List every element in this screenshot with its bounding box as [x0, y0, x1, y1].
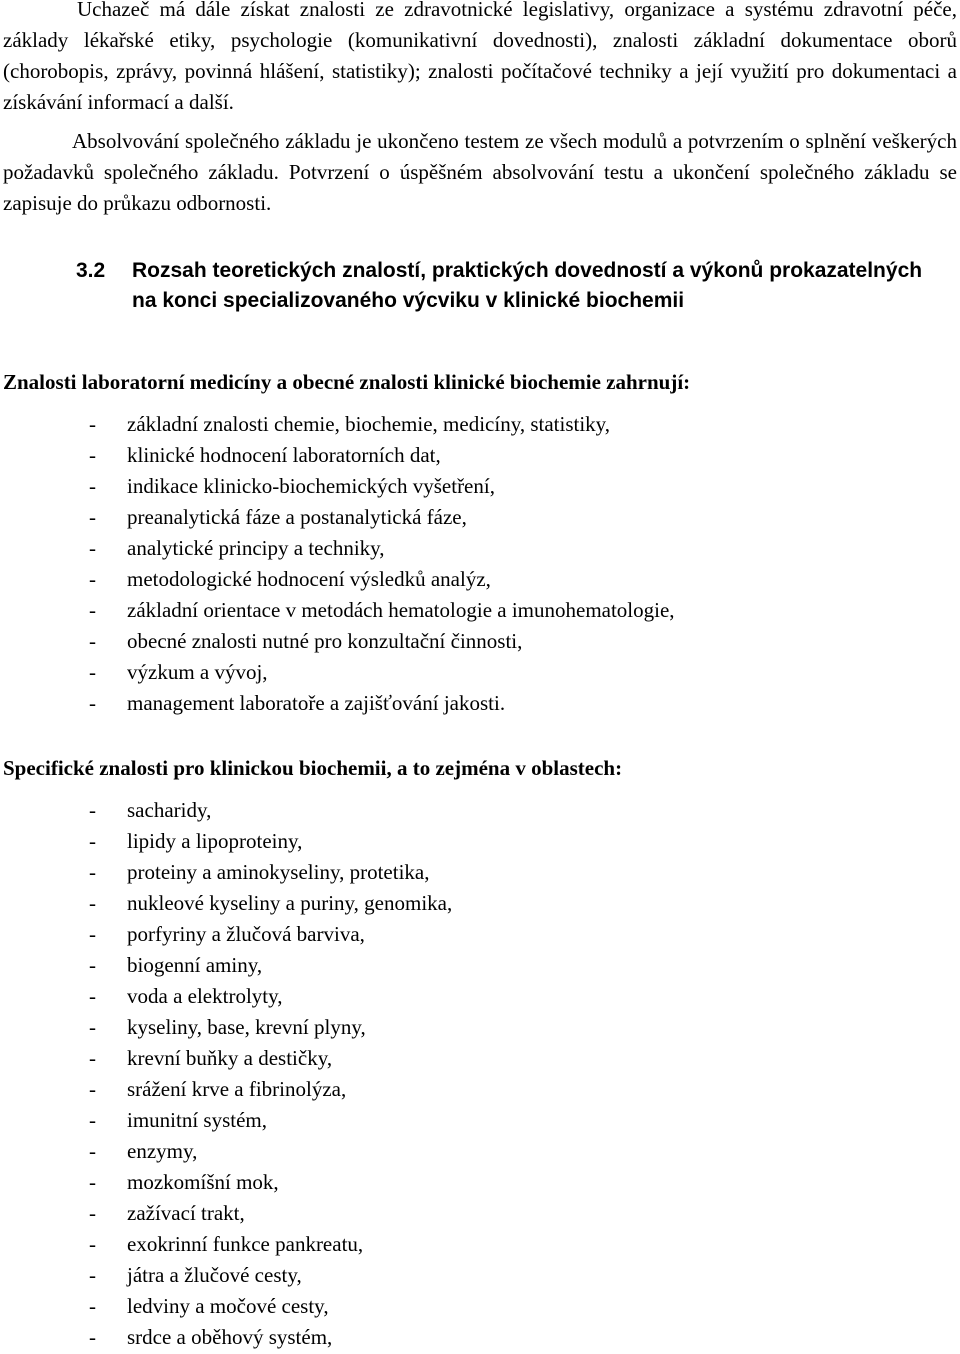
- dash-bullet: -: [89, 860, 96, 884]
- dash-bullet: -: [89, 1201, 96, 1225]
- dash-bullet: -: [89, 691, 96, 715]
- list-item-text: kyseliny, base, krevní plyny,: [127, 1015, 366, 1039]
- list-item-text: imunitní systém,: [127, 1108, 268, 1132]
- dash-bullet: -: [89, 1170, 96, 1194]
- list-item-text: mozkomíšní mok,: [127, 1170, 279, 1194]
- list-item-text: ledviny a močové cesty,: [127, 1294, 329, 1318]
- intro-paragraph: [3, 0, 957, 118]
- list-item-text: exokrinní funkce pankreatu,: [127, 1232, 364, 1256]
- dash-bullet: -: [89, 984, 96, 1008]
- dash-bullet: -: [89, 829, 96, 853]
- dash-bullet: -: [89, 953, 96, 977]
- dash-bullet: -: [89, 798, 96, 822]
- list-item-text: porfyriny a žlučová barviva,: [127, 922, 365, 946]
- dash-bullet: -: [89, 660, 96, 684]
- list-item-text: analytické principy a techniky,: [127, 536, 385, 560]
- list-item-text: výzkum a vývoj,: [127, 660, 268, 684]
- dash-bullet: -: [89, 629, 96, 653]
- list-item-text: proteiny a aminokyseliny, protetika,: [127, 860, 430, 884]
- dash-bullet: -: [89, 598, 96, 622]
- intro-paragraph-rest: zdravotní péče, základy lékařské etiky, psychologie (komunikativní dovednosti), znalosti základní dokumentace oborů (chorobopis, zprávy, povinná hlášení, statistiky); znalosti počítačové techniky a její využití pro dokumentaci a získávání informací a další.: [3, 0, 957, 114]
- dash-bullet: -: [89, 1108, 96, 1132]
- list-item-text: sacharidy,: [127, 798, 212, 822]
- list-item-text: indikace klinicko-biochemických vyšetření,: [127, 474, 495, 498]
- list-item-text: management laboratoře a zajišťování jakosti.: [127, 691, 506, 715]
- list-item-text: základní orientace v metodách hematologie a imunohematologie,: [127, 598, 675, 622]
- dash-bullet: -: [89, 891, 96, 915]
- list-item-text: voda a elektrolyty,: [127, 984, 283, 1008]
- general-knowledge-heading: Znalosti laboratorní medicíny a obecné znalosti klinické biochemie zahrnují:: [3, 370, 691, 394]
- list-item-text: srážení krve a fibrinolýza,: [127, 1077, 347, 1101]
- list-item-text: nukleové kyseliny a puriny, genomika,: [127, 891, 453, 915]
- dash-bullet: -: [89, 567, 96, 591]
- list-item-text: lipidy a lipoproteiny,: [127, 829, 303, 853]
- list-item-text: krevní buňky a destičky,: [127, 1046, 333, 1070]
- dash-bullet: -: [89, 1139, 96, 1163]
- list-item-text: srdce a oběhový systém,: [127, 1325, 333, 1349]
- dash-bullet: -: [89, 536, 96, 560]
- dash-bullet: -: [89, 1015, 96, 1039]
- section-number: 3.2: [76, 259, 106, 282]
- dash-bullet: -: [89, 1077, 96, 1101]
- dash-bullet: -: [89, 1232, 96, 1256]
- list-item-text: metodologické hodnocení výsledků analýz,: [127, 567, 491, 591]
- list-item-text: klinické hodnocení laboratorních dat,: [127, 443, 441, 467]
- list-item-text: preanalytická fáze a postanalytická fáze,: [127, 505, 467, 529]
- section-title: Rozsah teoretických znalostí, praktických dovedností a výkonů prokazatelných na konci specializovaného výcviku v klinické biochemii: [132, 259, 923, 312]
- list-item-text: obecné znalosti nutné pro konzultační činnosti,: [127, 629, 523, 653]
- common-base-paragraph: Absolvování společného základu je ukončeno testem ze všech modulů a potvrzením o splnění veškerých požadavků společného základu. Potvrzení o úspěšném absolvování testu a ukončení společného základu se zapisuje do průkazu odbornosti.: [3, 129, 957, 215]
- dash-bullet: -: [89, 1325, 96, 1349]
- specific-knowledge-heading: Specifické znalosti pro klinickou biochemii, a to zejména v oblastech:: [3, 756, 623, 780]
- dash-bullet: -: [89, 443, 96, 467]
- dash-bullet: -: [89, 474, 96, 498]
- list-item-text: zažívací trakt,: [127, 1201, 245, 1225]
- list-item-text: biogenní aminy,: [127, 953, 263, 977]
- dash-bullet: -: [89, 505, 96, 529]
- list-item-text: enzymy,: [127, 1139, 198, 1163]
- dash-bullet: -: [89, 1046, 96, 1070]
- dash-bullet: -: [89, 412, 96, 436]
- dash-bullet: -: [89, 1263, 96, 1287]
- intro-paragraph-first-line: Uchazeč má dále získat znalosti ze zdravotnické legislativy, organizace a systému: [77, 0, 814, 21]
- dash-bullet: -: [89, 922, 96, 946]
- list-item-text: základní znalosti chemie, biochemie, medicíny, statistiky,: [127, 412, 611, 436]
- dash-bullet: -: [89, 1294, 96, 1318]
- list-item-text: játra a žlučové cesty,: [127, 1263, 302, 1287]
